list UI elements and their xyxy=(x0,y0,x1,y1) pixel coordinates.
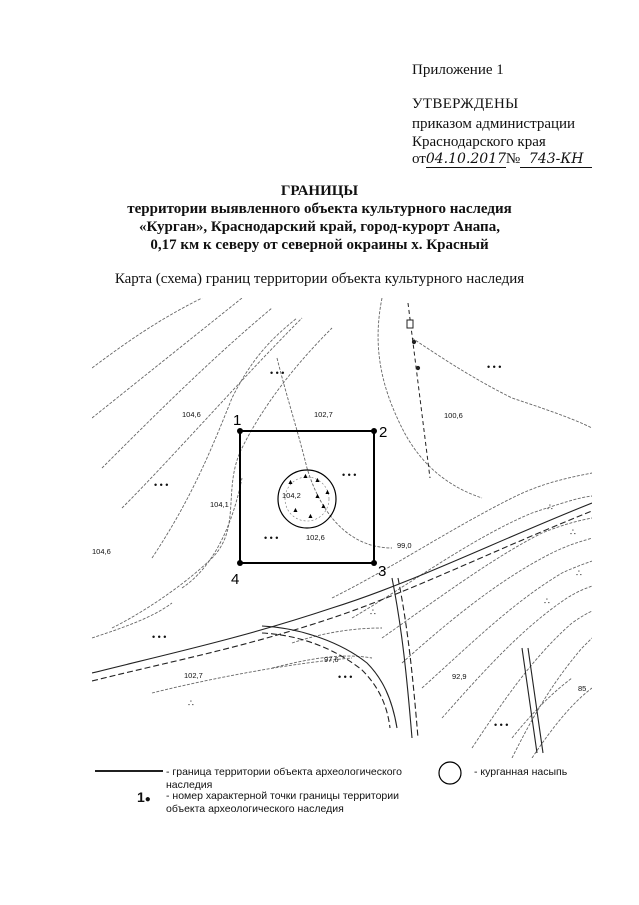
approved-label: УТВЕРЖДЕНЫ xyxy=(412,96,519,112)
corner-label-2: 2 xyxy=(379,424,388,441)
corner-label-1: 1 xyxy=(233,412,242,429)
elevation-9: 97,6 xyxy=(324,655,339,664)
title-line-2: «Курган», Краснодарский край, город-курорт Анапа, xyxy=(139,219,500,235)
corner-label-4: 4 xyxy=(231,571,240,588)
svg-text:∴: ∴ xyxy=(544,596,550,606)
handwritten-number: 743-КН xyxy=(520,151,592,168)
elevation-7: 99,0 xyxy=(397,541,412,550)
number-label: № xyxy=(505,151,521,167)
svg-text:▲: ▲ xyxy=(314,493,321,500)
legend-point-text-2: объекта археологического наследия xyxy=(166,803,344,815)
legend-boundary-text-2: наследия xyxy=(166,779,213,791)
title-line-3: 0,17 км к северу от северной окраины х. Красный xyxy=(150,237,489,253)
territory-boundary xyxy=(240,431,374,563)
boundary-points xyxy=(237,428,377,566)
order-line-1: приказом администрации xyxy=(412,116,576,132)
elevation-6: 102,6 xyxy=(306,533,325,542)
boundary-legend-symbol xyxy=(95,766,165,776)
legend-point-marker: 1● xyxy=(137,789,151,805)
svg-text:▲: ▲ xyxy=(314,477,321,484)
elevation-1: 104,6 xyxy=(182,410,201,419)
svg-text:▲: ▲ xyxy=(302,473,309,480)
svg-text:▲: ▲ xyxy=(287,479,294,486)
svg-text:∴: ∴ xyxy=(547,502,553,512)
corner-label-3: 3 xyxy=(378,563,387,580)
road-lines xyxy=(92,503,592,753)
appendix-label: Приложение 1 xyxy=(412,62,504,78)
order-line-2: Краснодарского края xyxy=(412,134,546,150)
legend-mound-text: - курганная насыпь xyxy=(474,766,568,778)
legend-boundary-text-1: - граница территории объекта археологического xyxy=(166,766,402,778)
elevation-11: 92,9 xyxy=(452,672,467,681)
elevation-labels xyxy=(92,410,586,693)
elevation-5: 104,2 xyxy=(282,491,301,500)
svg-text:▲: ▲ xyxy=(320,503,327,510)
svg-text:∴: ∴ xyxy=(576,568,582,578)
elevation-12: 85 xyxy=(578,684,587,693)
svg-text:• • •: • • • xyxy=(152,632,167,642)
svg-text:• • •: • • • xyxy=(264,533,279,543)
contour-lines xyxy=(92,298,592,758)
elevation-2: 102,7 xyxy=(314,410,333,419)
svg-text:▲: ▲ xyxy=(292,507,299,514)
svg-text:• • •: • • • xyxy=(270,368,285,378)
from-label: от xyxy=(412,151,426,167)
boundary-map xyxy=(92,298,592,758)
svg-text:▲: ▲ xyxy=(307,513,314,520)
svg-text:∴: ∴ xyxy=(370,607,376,617)
svg-text:• • •: • • • xyxy=(494,720,509,730)
power-line xyxy=(407,303,430,478)
elevation-3: 100,6 xyxy=(444,411,463,420)
svg-text:• • •: • • • xyxy=(487,362,502,372)
svg-text:∴: ∴ xyxy=(188,698,194,708)
document-heading: ГРАНИЦЫ xyxy=(280,183,359,199)
elevation-10: 102,7 xyxy=(184,671,203,680)
svg-text:▲: ▲ xyxy=(324,489,331,496)
svg-text:∴: ∴ xyxy=(570,527,576,537)
elevation-8: 104,6 xyxy=(92,547,111,556)
svg-text:• • •: • • • xyxy=(342,470,357,480)
mound-legend-icon xyxy=(437,760,465,786)
elevation-4: 104,1 xyxy=(210,500,229,509)
svg-text:• • •: • • • xyxy=(338,672,353,682)
svg-text:• • •: • • • xyxy=(154,480,169,490)
legend-point-text-1: - номер характерной точки границы территории xyxy=(166,790,399,802)
title-line-1: территории выявленного объекта культурного наследия xyxy=(127,201,512,217)
order-date-number-line xyxy=(412,151,592,168)
map-caption: Карта (схема) границ территории объекта культурного наследия xyxy=(114,271,525,287)
handwritten-date: 04.10.2017 xyxy=(425,151,507,167)
